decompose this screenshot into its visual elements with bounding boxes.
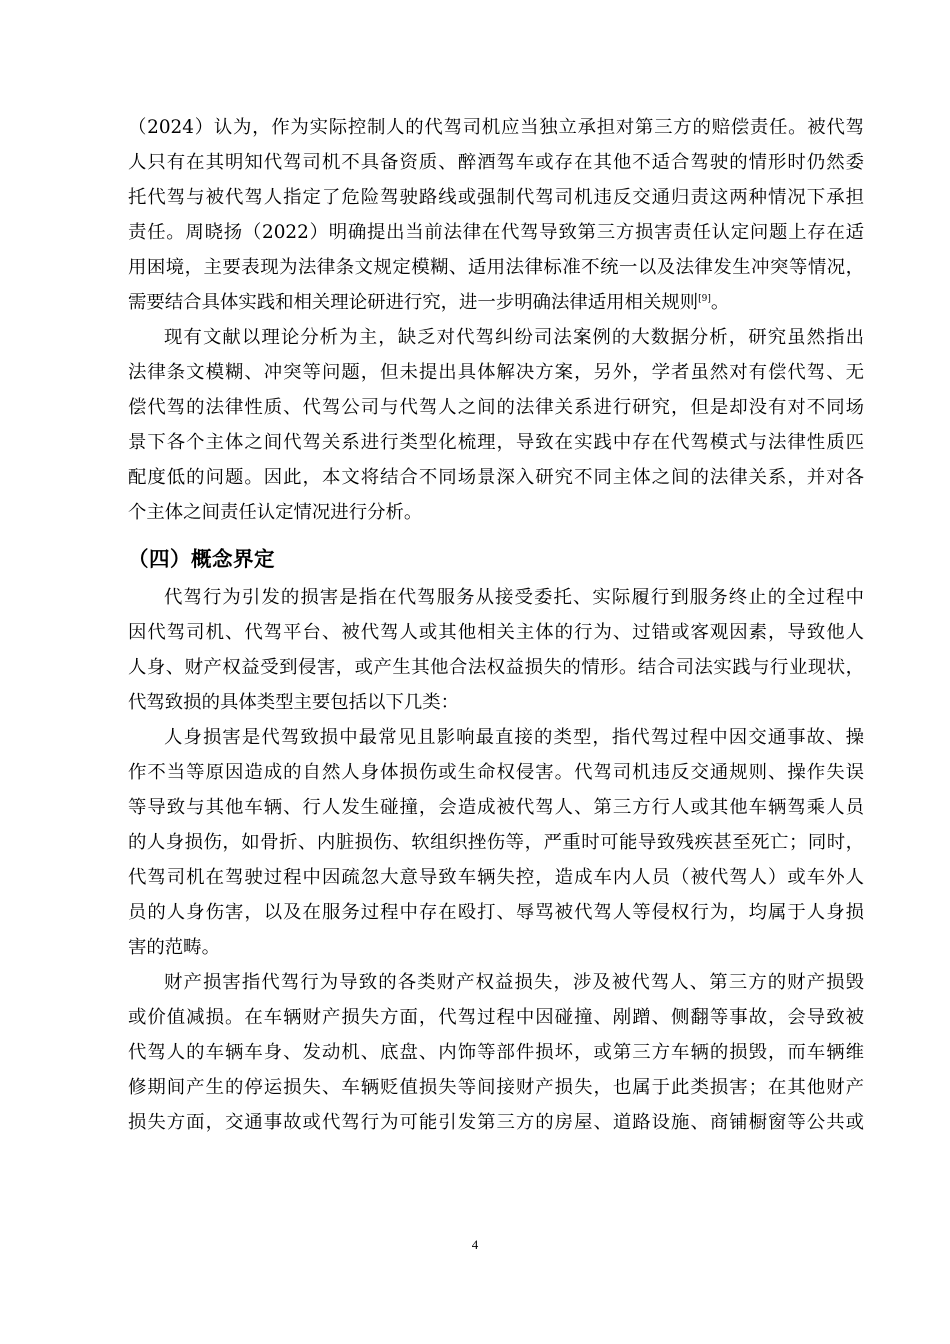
text-line: 人只有在其明知代驾司机不具备资质、醉酒驾车或存在其他不适合驾驶的情形时仍然委 xyxy=(128,152,864,173)
text-line: 托代驾与被代驾人指定了危险驾驶路线或强制代驾司机违反交通归责这两种情况下承担 xyxy=(128,187,864,208)
text-line: 的人身损伤，如骨折、内脏损伤、软组织挫伤等，严重时可能导致残疾甚至死亡；同时， xyxy=(128,832,864,853)
text-line: 代驾人的车辆车身、发动机、底盘、内饰等部件损坏，或第三方车辆的损毁，而车辆维 xyxy=(128,1042,864,1063)
text-line: 损失方面，交通事故或代驾行为可能引发第三方的房屋、道路设施、商铺橱窗等公共或 xyxy=(128,1112,864,1133)
text-line: 员的人身伤害，以及在服务过程中存在殴打、辱骂被代驾人等侵权行为，均属于人身损 xyxy=(128,902,864,923)
text-line: 人身、财产权益受到侵害，或产生其他合法权益损失的情形。结合司法实践与行业现状， xyxy=(128,657,864,678)
text-line: 代驾致损的具体类型主要包括以下几类： xyxy=(128,692,460,713)
paragraph-definition xyxy=(128,580,864,720)
text-segment: 。 xyxy=(710,292,730,313)
text-line: 景下各个主体之间代驾关系进行类型化梳理，导致在实践中存在代驾模式与法律性质匹 xyxy=(128,432,864,453)
text-line: 现有文献以理论分析为主，缺乏对代驾纠纷司法案例的大数据分析，研究虽然指出 xyxy=(164,327,864,348)
paragraph-property-damage xyxy=(128,965,864,1140)
page-number: 4 xyxy=(471,1237,479,1252)
text-line: 害的范畴。 xyxy=(128,937,220,958)
text-line: 代驾行为引发的损害是指在代驾服务从接受委托、实际履行到服务终止的全过程中 xyxy=(164,587,864,608)
citation-reference: [9] xyxy=(698,293,711,304)
text-segment: 需要结合具体实践和相关理论研进行究，进一步明确法律适用相关规则 xyxy=(128,292,699,313)
text-line: 作不当等原因造成的自然人身体损伤或生命权侵害。代驾司机违反交通规则、操作失误 xyxy=(128,762,864,783)
text-line: 财产损害指代驾行为导致的各类财产权益损失，涉及被代驾人、第三方的财产损毁 xyxy=(164,972,864,993)
text-line xyxy=(128,285,864,320)
section-heading: （四）概念界定 xyxy=(128,547,275,571)
paragraph-personal-injury xyxy=(128,720,864,965)
text-line: 因代驾司机、代驾平台、被代驾人或其他相关主体的行为、过错或客观因素，导致他人 xyxy=(128,622,864,643)
body-text xyxy=(128,110,864,1140)
paragraph-literature-summary xyxy=(128,320,864,530)
text-line: 偿代驾的法律性质、代驾公司与代驾人之间的法律关系进行研究，但是却没有对不同场 xyxy=(128,397,864,418)
text-line: （2024）认为，作为实际控制人的代驾司机应当独立承担对第三方的赔偿责任。被代驾 xyxy=(128,117,864,138)
text-line: 人身损害是代驾致损中最常见且影响最直接的类型，指代驾过程中因交通事故、操 xyxy=(164,727,864,748)
text-line: 法律条文模糊、冲突等问题，但未提出具体解决方案，另外，学者虽然对有偿代驾、无 xyxy=(128,362,864,383)
text-line: 代驾司机在驾驶过程中因疏忽大意导致车辆失控，造成车内人员（被代驾人）或车外人 xyxy=(128,867,864,888)
paragraph-literature-review-continued xyxy=(128,110,864,320)
text-line: 配度低的问题。因此，本文将结合不同场景深入研究不同主体之间的法律关系，并对各 xyxy=(128,467,864,488)
text-line: 修期间产生的停运损失、车辆贬值损失等间接财产损失，也属于此类损害；在其他财产 xyxy=(128,1077,864,1098)
text-line: 责任。周晓扬（2022）明确提出当前法律在代驾导致第三方损害责任认定问题上存在适 xyxy=(128,222,864,243)
text-line: 或价值减损。在车辆财产损失方面，代驾过程中因碰撞、剐蹭、侧翻等事故，会导致被 xyxy=(128,1007,864,1028)
text-line: 个主体之间责任认定情况进行分析。 xyxy=(128,502,423,523)
text-line: 用困境，主要表现为法律条文规定模糊、适用法律标准不统一以及法律发生冲突等情况， xyxy=(128,257,864,278)
text-line: 等导致与其他车辆、行人发生碰撞，会造成被代驾人、第三方行人或其他车辆驾乘人员 xyxy=(128,797,864,818)
